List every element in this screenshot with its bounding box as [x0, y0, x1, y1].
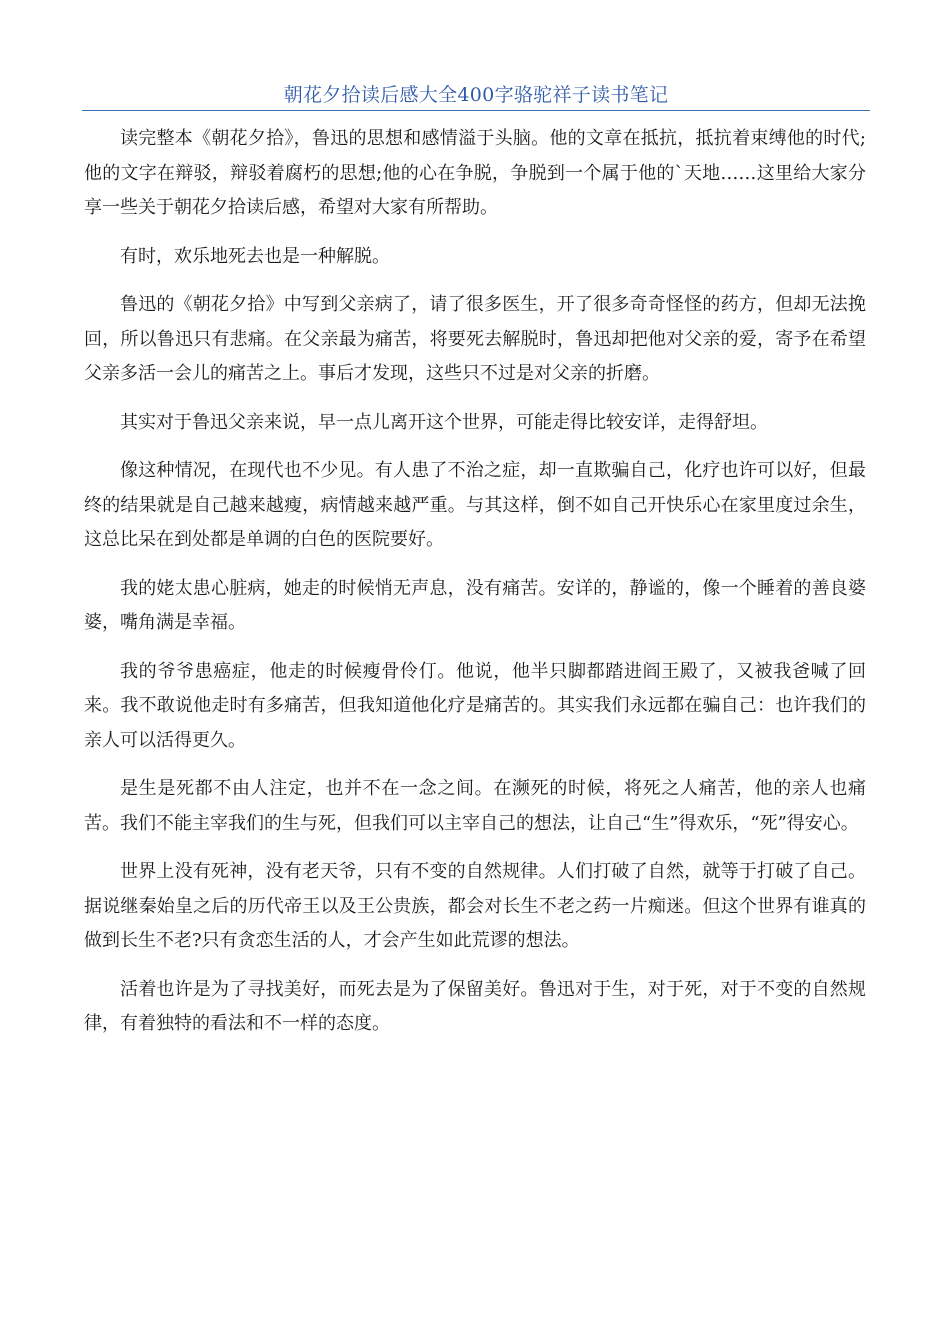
- paragraph-conclusion: 活着也许是为了寻找美好，而死去是为了保留美好。鲁迅对于生，对于死，对于不变的自然规律，有着独特的看法和不一样的态度。: [84, 978, 866, 1034]
- paragraph: 鲁迅的《朝花夕拾》中写到父亲病了，请了很多医生，开了很多奇奇怪怪的药方，但却无法挽回，所以鲁迅只有悲痛。在父亲最为痛苦，将要死去解脱时，鲁迅却把他对父亲的爱，寄予在希望父亲多活一会儿的痛苦之上。事后才发现，这些只不过是对父亲的折磨。: [84, 294, 866, 384]
- paragraph: 有时，欢乐地死去也是一种解脱。: [120, 245, 390, 267]
- paragraph: 是生是死都不由人注定，也并不在一念之间。在濒死的时候，将死之人痛苦，他的亲人也痛苦。我们不能主宰我们的生与死，但我们可以主宰自己的想法，让自己“生”得欢乐，“死”得安心。: [84, 778, 866, 834]
- document-title: 朝花夕拾读后感大全400字骆驼祥子读书笔记: [283, 84, 669, 106]
- paragraph: 像这种情况，在现代也不少见。有人患了不治之症，却一直欺骗自己，化疗也许可以好，但最终的结果就是自己越来越瘦，病情越来越严重。与其这样，倒不如自己开快乐心在家里度过余生，这总比呆在到处都是单调的白色的医院要好。: [84, 460, 866, 550]
- paragraph-intro: 读完整本《朝花夕拾》，鲁迅的思想和感情溢于头脑。他的文章在抵抗，抵抗着束缚他的时代;他的文字在辩驳，辩驳着腐朽的思想;他的心在争脱，争脱到一个属于他的`天地……这里给大家分享一些关于朝花夕拾读后感，希望对大家有所帮助。: [84, 128, 866, 218]
- paragraph: 我的爷爷患癌症，他走的时候瘦骨伶仃。他说，他半只脚都踏进阎王殿了，又被我爸喊了回来。我不敢说他走时有多痛苦，但我知道他化疗是痛苦的。其实我们永远都在骗自己：也许我们的亲人可以活得更久。: [84, 660, 866, 751]
- paragraph: 世界上没有死神，没有老天爷，只有不变的自然规律。人们打破了自然，就等于打破了自己。据说继秦始皇之后的历代帝王以及王公贵族，都会对长生不老之药一片痴迷。但这个世界有谁真的做到长生不老?只有贪恋生活的人，才会产生如此荒谬的想法。: [84, 861, 866, 951]
- document-body: [84, 122, 866, 1056]
- page-header: [82, 80, 870, 111]
- paragraph: 其实对于鲁迅父亲来说，早一点儿离开这个世界，可能走得比较安详，走得舒坦。: [120, 411, 768, 433]
- paragraph: 我的姥太患心脏病，她走的时候悄无声息，没有痛苦。安详的，静谧的，像一个睡着的善良婆婆，嘴角满是幸福。: [84, 577, 866, 633]
